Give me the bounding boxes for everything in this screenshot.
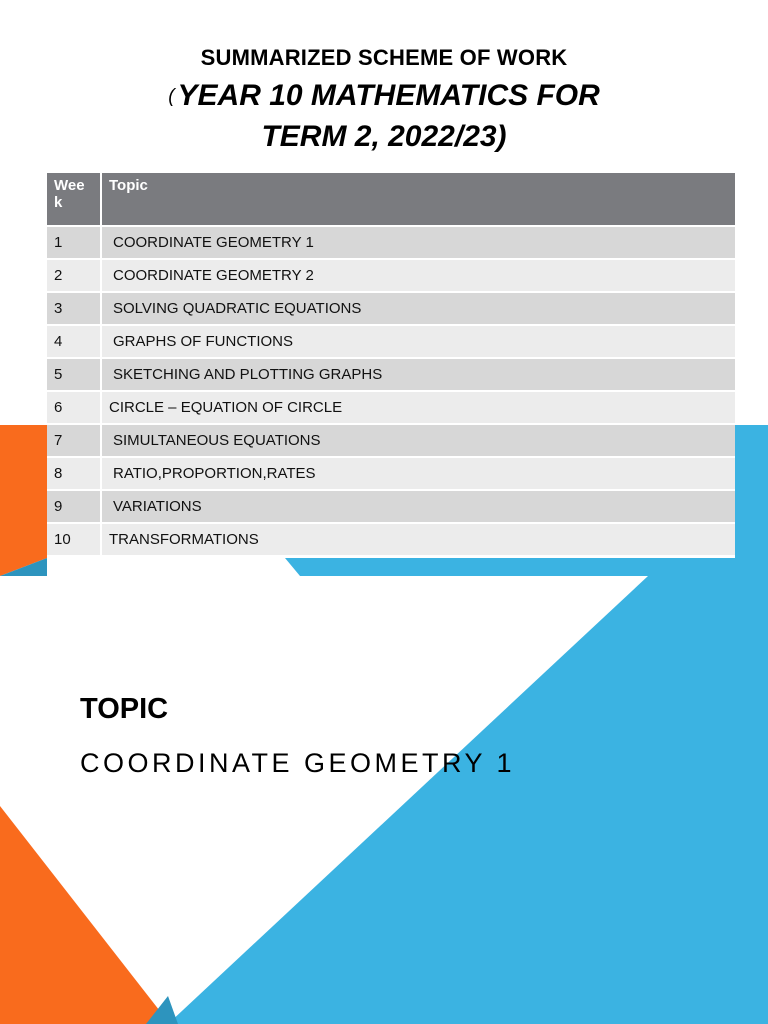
blue-large-shape (168, 576, 768, 1024)
week-cell: 10 (47, 523, 101, 555)
table-row (47, 325, 735, 358)
table-row (47, 391, 735, 424)
column-header-week: Wee k (47, 173, 101, 226)
week-cell: 5 (47, 358, 101, 391)
topic-cell: SIMULTANEOUS EQUATIONS (101, 424, 735, 457)
topic-cell: SKETCHING AND PLOTTING GRAPHS (101, 358, 735, 391)
table-row (47, 424, 735, 457)
week-cell: 8 (47, 457, 101, 490)
topic-cell: RATIO,PROPORTION,RATES (101, 457, 735, 490)
topic-cell: CIRCLE – EQUATION OF CIRCLE (101, 391, 735, 424)
slide-title (0, 40, 768, 157)
slide2-background-shapes (0, 576, 768, 1024)
title-line-1: SUMMARIZED SCHEME OF WORK (200, 45, 568, 70)
week-cell: 7 (47, 424, 101, 457)
table-row (47, 226, 735, 259)
topic-heading: TOPIC (80, 693, 169, 725)
topic-cell: SOLVING QUADRATIC EQUATIONS (101, 292, 735, 325)
table-row (47, 523, 735, 555)
topic-cell: TRANSFORMATIONS (101, 523, 735, 555)
table-row (47, 259, 735, 292)
table-header-row (47, 173, 735, 226)
topic-subtitle: COORDINATE GEOMETRY 1 (80, 748, 516, 778)
orange-corner-shape (0, 425, 47, 576)
week-cell: 4 (47, 325, 101, 358)
blue-right-shape (735, 425, 768, 576)
scheme-table (47, 173, 735, 555)
week-cell: 9 (47, 490, 101, 523)
table-row (47, 292, 735, 325)
column-header-topic: Topic (101, 173, 735, 226)
title-line-2-text: YEAR 10 MATHEMATICS FOR (177, 79, 600, 112)
table-row (47, 490, 735, 523)
topic-cell: VARIATIONS (101, 490, 735, 523)
blue-bottom-strip (285, 558, 735, 576)
week-cell: 1 (47, 226, 101, 259)
table-row (47, 457, 735, 490)
week-cell: 2 (47, 259, 101, 292)
orange-bottom-left-shape (0, 806, 170, 1024)
week-cell: 6 (47, 391, 101, 424)
topic-cell: GRAPHS OF FUNCTIONS (101, 325, 735, 358)
topic-cell: COORDINATE GEOMETRY 1 (101, 226, 735, 259)
slide-topic (0, 576, 768, 1024)
title-open-paren: ( (168, 86, 175, 107)
topic-cell: COORDINATE GEOMETRY 2 (101, 259, 735, 292)
table-row (47, 358, 735, 391)
week-cell: 3 (47, 292, 101, 325)
title-line-3: TERM 2, 2022/23) (261, 120, 507, 153)
title-line-2 (0, 76, 768, 117)
